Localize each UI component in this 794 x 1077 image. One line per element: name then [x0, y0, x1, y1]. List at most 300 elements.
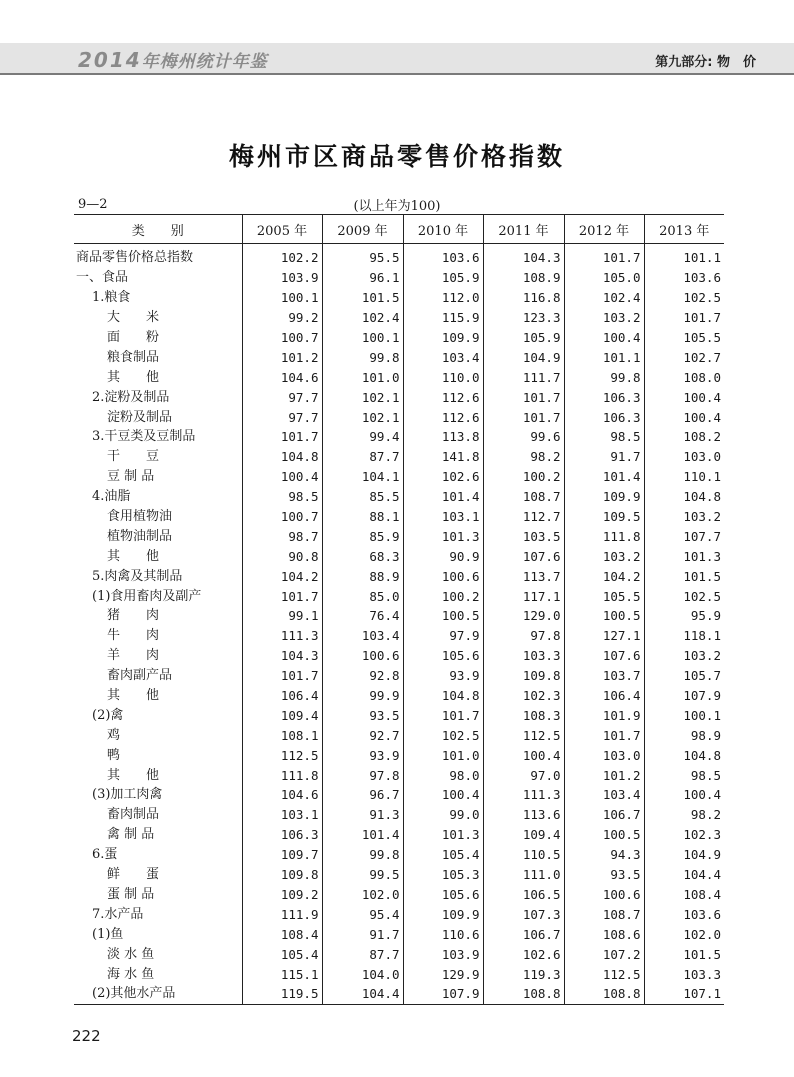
row-category-label: 6.蛋: [92, 847, 118, 863]
index-value-cell: 101.7: [564, 244, 644, 268]
row-category-label: 禽 制 品: [107, 827, 155, 843]
index-value-cell: 108.2: [644, 427, 724, 447]
index-value-cell: 105.5: [644, 328, 724, 348]
price-index-table: [74, 214, 724, 1005]
index-value-cell: 101.3: [644, 546, 724, 566]
row-category-label: 淀粉及制品: [107, 409, 173, 425]
index-value-cell: 87.7: [322, 447, 403, 467]
index-value-cell: 117.1: [483, 586, 564, 606]
index-value-cell: 111.3: [483, 785, 564, 805]
table-row: [74, 367, 724, 387]
index-value-cell: 107.9: [644, 686, 724, 706]
table-row: [74, 924, 724, 944]
index-value-cell: 103.2: [644, 507, 724, 527]
index-value-cell: 88.9: [322, 566, 403, 586]
index-value-cell: 105.6: [403, 885, 483, 905]
row-category-label: 一、食品: [76, 270, 129, 286]
index-value-cell: 119.3: [483, 964, 564, 984]
index-value-cell: 101.7: [242, 586, 322, 606]
index-value-cell: 97.9: [403, 626, 483, 646]
index-value-cell: 103.6: [644, 268, 724, 288]
index-value-cell: 100.6: [403, 566, 483, 586]
index-value-cell: 109.4: [242, 705, 322, 725]
index-value-cell: 102.5: [644, 288, 724, 308]
index-value-cell: 104.6: [242, 785, 322, 805]
index-value-cell: 96.7: [322, 785, 403, 805]
index-value-cell: 103.4: [403, 347, 483, 367]
index-value-cell: 103.4: [564, 785, 644, 805]
index-value-cell: 85.5: [322, 487, 403, 507]
index-value-cell: 113.6: [483, 805, 564, 825]
index-value-cell: 101.7: [242, 427, 322, 447]
index-value-cell: 101.7: [403, 705, 483, 725]
index-value-cell: 95.5: [322, 244, 403, 268]
yearbook-name: 年梅州统计年鉴: [141, 52, 268, 72]
index-value-cell: 93.9: [403, 666, 483, 686]
index-value-cell: 106.3: [564, 387, 644, 407]
table-row: [74, 387, 724, 407]
index-value-cell: 104.4: [322, 984, 403, 1004]
index-value-cell: 101.0: [322, 367, 403, 387]
table-row: [74, 765, 724, 785]
index-value-cell: 90.8: [242, 546, 322, 566]
index-value-cell: 100.7: [242, 328, 322, 348]
row-category-label: (2)禽: [92, 707, 124, 723]
index-value-cell: 109.8: [242, 865, 322, 885]
index-value-cell: 103.1: [242, 805, 322, 825]
row-category-label: 大 米: [107, 310, 160, 326]
table-row: [74, 546, 724, 566]
index-value-cell: 115.1: [242, 964, 322, 984]
index-value-cell: 111.9: [242, 904, 322, 924]
yearbook-year: 2014: [78, 48, 142, 72]
index-value-cell: 118.1: [644, 626, 724, 646]
index-value-cell: 101.5: [644, 944, 724, 964]
row-category-label: 鲜 蛋: [107, 867, 160, 883]
table-row: [74, 407, 724, 427]
index-value-cell: 101.2: [564, 765, 644, 785]
row-category-label: 其 他: [107, 688, 160, 704]
index-value-cell: 97.8: [322, 765, 403, 785]
index-value-cell: 90.9: [403, 546, 483, 566]
index-value-cell: 109.5: [564, 507, 644, 527]
index-value-cell: 109.4: [483, 825, 564, 845]
index-value-cell: 109.9: [564, 487, 644, 507]
index-value-cell: 101.7: [483, 387, 564, 407]
row-category-label: 鸡: [107, 727, 121, 743]
index-value-cell: 108.9: [483, 268, 564, 288]
index-value-cell: 99.8: [322, 845, 403, 865]
index-value-cell: 97.7: [242, 407, 322, 427]
index-value-cell: 101.4: [564, 467, 644, 487]
index-value-cell: 99.5: [322, 865, 403, 885]
column-header-year: 2013 年: [644, 215, 724, 244]
table-unit-note: (以上年为100): [353, 199, 441, 214]
index-value-cell: 104.2: [242, 566, 322, 586]
index-value-cell: 112.6: [403, 387, 483, 407]
index-value-cell: 100.1: [644, 705, 724, 725]
index-value-cell: 98.5: [644, 765, 724, 785]
index-value-cell: 97.7: [242, 387, 322, 407]
row-category-label: 其 他: [107, 369, 160, 385]
index-value-cell: 112.0: [403, 288, 483, 308]
index-value-cell: 108.7: [564, 904, 644, 924]
index-value-cell: 110.6: [403, 924, 483, 944]
index-value-cell: 109.2: [242, 885, 322, 905]
index-value-cell: 109.9: [403, 328, 483, 348]
index-value-cell: 101.1: [564, 347, 644, 367]
index-value-cell: 102.7: [644, 347, 724, 367]
row-category-label: 其 他: [107, 548, 160, 564]
index-value-cell: 100.2: [483, 467, 564, 487]
index-value-cell: 101.7: [483, 407, 564, 427]
index-value-cell: 102.5: [644, 586, 724, 606]
index-value-cell: 108.6: [564, 924, 644, 944]
row-category-label: 5.肉禽及其制品: [92, 568, 183, 584]
column-header-category: 类 别: [74, 215, 242, 244]
index-value-cell: 105.0: [564, 268, 644, 288]
index-value-cell: 105.4: [403, 845, 483, 865]
index-value-cell: 99.8: [564, 367, 644, 387]
index-value-cell: 103.9: [242, 268, 322, 288]
index-value-cell: 99.2: [242, 308, 322, 328]
index-value-cell: 105.6: [403, 646, 483, 666]
row-category-label: (1)食用畜肉及副产: [92, 588, 202, 604]
index-value-cell: 103.2: [564, 308, 644, 328]
index-value-cell: 104.3: [483, 244, 564, 268]
index-value-cell: 101.9: [564, 705, 644, 725]
index-value-cell: 102.0: [322, 885, 403, 905]
index-value-cell: 108.4: [242, 924, 322, 944]
table-body: [74, 244, 724, 1005]
index-value-cell: 93.5: [322, 705, 403, 725]
index-value-cell: 99.0: [403, 805, 483, 825]
row-category-label: 商品零售价格总指数: [76, 250, 194, 266]
row-category-label: 4.油脂: [92, 489, 131, 505]
index-value-cell: 98.0: [403, 765, 483, 785]
table-row: [74, 526, 724, 546]
row-category-label: 鸭: [107, 747, 121, 763]
index-value-cell: 108.8: [564, 984, 644, 1004]
table-row: [74, 606, 724, 626]
index-value-cell: 107.1: [644, 984, 724, 1004]
index-value-cell: 99.4: [322, 427, 403, 447]
row-category-label: 粮食制品: [107, 349, 160, 365]
index-value-cell: 97.0: [483, 765, 564, 785]
row-category-label: 干 豆: [107, 449, 160, 465]
index-value-cell: 100.4: [644, 407, 724, 427]
index-value-cell: 110.0: [403, 367, 483, 387]
index-value-cell: 98.5: [242, 487, 322, 507]
index-value-cell: 108.0: [644, 367, 724, 387]
page-title: 梅州市区商品零售价格指数: [228, 142, 565, 171]
column-header-year: 2009 年: [322, 215, 403, 244]
index-value-cell: 104.9: [644, 845, 724, 865]
header-rule: [0, 73, 794, 75]
table-row: [74, 328, 724, 348]
index-value-cell: 111.3: [242, 626, 322, 646]
table-row: [74, 944, 724, 964]
index-value-cell: 101.2: [242, 347, 322, 367]
table-row: [74, 467, 724, 487]
index-value-cell: 108.8: [483, 984, 564, 1004]
index-value-cell: 93.5: [564, 865, 644, 885]
index-value-cell: 127.1: [564, 626, 644, 646]
index-value-cell: 103.5: [483, 526, 564, 546]
row-category-label: 蛋 制 品: [107, 886, 155, 902]
index-value-cell: 105.5: [564, 586, 644, 606]
index-value-cell: 102.6: [483, 944, 564, 964]
index-value-cell: 108.4: [644, 885, 724, 905]
row-category-label: 畜肉制品: [107, 807, 160, 823]
index-value-cell: 101.5: [322, 288, 403, 308]
index-value-cell: 102.4: [564, 288, 644, 308]
index-value-cell: 101.7: [644, 308, 724, 328]
index-value-cell: 100.1: [322, 328, 403, 348]
table-row: [74, 626, 724, 646]
row-category-label: 其 他: [107, 767, 160, 783]
index-value-cell: 129.0: [483, 606, 564, 626]
index-value-cell: 107.6: [564, 646, 644, 666]
index-value-cell: 101.0: [403, 745, 483, 765]
index-value-cell: 99.9: [322, 686, 403, 706]
index-value-cell: 106.7: [483, 924, 564, 944]
row-category-label: 畜肉副产品: [107, 668, 173, 684]
index-value-cell: 116.8: [483, 288, 564, 308]
index-value-cell: 110.5: [483, 845, 564, 865]
index-value-cell: 102.2: [242, 244, 322, 268]
index-value-cell: 107.7: [644, 526, 724, 546]
index-value-cell: 100.4: [403, 785, 483, 805]
index-value-cell: 98.9: [644, 725, 724, 745]
column-header-year: 2010 年: [403, 215, 483, 244]
index-value-cell: 85.9: [322, 526, 403, 546]
index-value-cell: 103.1: [403, 507, 483, 527]
index-value-cell: 101.4: [403, 487, 483, 507]
index-value-cell: 110.1: [644, 467, 724, 487]
row-category-label: (1)鱼: [92, 926, 124, 942]
index-value-cell: 96.1: [322, 268, 403, 288]
table-header-row: [74, 215, 724, 244]
index-value-cell: 105.4: [242, 944, 322, 964]
index-value-cell: 93.9: [322, 745, 403, 765]
index-value-cell: 100.6: [322, 646, 403, 666]
index-value-cell: 109.7: [242, 845, 322, 865]
table-row: [74, 745, 724, 765]
index-value-cell: 102.1: [322, 407, 403, 427]
index-value-cell: 100.5: [403, 606, 483, 626]
table-row: [74, 288, 724, 308]
index-value-cell: 103.3: [644, 964, 724, 984]
index-value-cell: 106.4: [564, 686, 644, 706]
column-header-year: 2011 年: [483, 215, 564, 244]
index-value-cell: 104.4: [644, 865, 724, 885]
index-value-cell: 98.2: [644, 805, 724, 825]
index-value-cell: 100.7: [242, 507, 322, 527]
index-value-cell: 112.7: [483, 507, 564, 527]
index-value-cell: 104.3: [242, 646, 322, 666]
table-row: [74, 885, 724, 905]
index-value-cell: 104.8: [403, 686, 483, 706]
index-value-cell: 95.4: [322, 904, 403, 924]
index-value-cell: 97.8: [483, 626, 564, 646]
index-value-cell: 100.5: [564, 825, 644, 845]
index-value-cell: 103.6: [644, 904, 724, 924]
index-value-cell: 111.7: [483, 367, 564, 387]
index-value-cell: 100.1: [242, 288, 322, 308]
page-number: 222: [72, 1027, 101, 1045]
index-value-cell: 112.6: [403, 407, 483, 427]
index-value-cell: 107.9: [403, 984, 483, 1004]
index-value-cell: 91.7: [322, 924, 403, 944]
index-value-cell: 106.4: [242, 686, 322, 706]
index-value-cell: 92.7: [322, 725, 403, 745]
table-row: [74, 666, 724, 686]
index-value-cell: 103.4: [322, 626, 403, 646]
index-value-cell: 111.8: [564, 526, 644, 546]
index-value-cell: 103.6: [403, 244, 483, 268]
table-row: [74, 244, 724, 268]
index-value-cell: 111.0: [483, 865, 564, 885]
index-value-cell: 104.8: [644, 745, 724, 765]
index-value-cell: 88.1: [322, 507, 403, 527]
table-row: [74, 865, 724, 885]
row-category-label: 海 水 鱼: [107, 966, 155, 982]
table-row: [74, 686, 724, 706]
row-category-label: 7.水产品: [92, 906, 144, 922]
index-value-cell: 115.9: [403, 308, 483, 328]
row-category-label: 牛 肉: [107, 628, 160, 644]
index-value-cell: 101.3: [403, 825, 483, 845]
index-value-cell: 106.3: [564, 407, 644, 427]
table-row: [74, 308, 724, 328]
table-row: [74, 984, 724, 1004]
table-row: [74, 427, 724, 447]
index-value-cell: 113.7: [483, 566, 564, 586]
index-value-cell: 102.5: [403, 725, 483, 745]
index-value-cell: 103.2: [564, 546, 644, 566]
table-number: 9—2: [78, 197, 108, 212]
index-value-cell: 108.7: [483, 487, 564, 507]
index-value-cell: 98.2: [483, 447, 564, 467]
table-row: [74, 566, 724, 586]
section-label: 第九部分: 物 价: [655, 55, 756, 70]
index-value-cell: 108.3: [483, 705, 564, 725]
index-value-cell: 99.6: [483, 427, 564, 447]
column-header-year: 2005 年: [242, 215, 322, 244]
index-value-cell: 105.7: [644, 666, 724, 686]
index-value-cell: 104.6: [242, 367, 322, 387]
table-row: [74, 447, 724, 467]
index-value-cell: 76.4: [322, 606, 403, 626]
row-category-label: 植物油制品: [107, 528, 173, 544]
index-value-cell: 98.7: [242, 526, 322, 546]
row-category-label: 面 粉: [107, 330, 160, 345]
index-value-cell: 99.1: [242, 606, 322, 626]
yearbook-logo: [78, 47, 268, 72]
index-value-cell: 107.2: [564, 944, 644, 964]
index-value-cell: 103.0: [564, 745, 644, 765]
index-value-cell: 106.3: [242, 825, 322, 845]
index-value-cell: 102.4: [322, 308, 403, 328]
index-value-cell: 101.1: [644, 244, 724, 268]
index-value-cell: 91.7: [564, 447, 644, 467]
row-category-label: (3)加工肉禽: [92, 787, 163, 803]
index-value-cell: 103.9: [403, 944, 483, 964]
row-category-label: 3.干豆类及豆制品: [92, 429, 196, 445]
index-value-cell: 92.8: [322, 666, 403, 686]
index-value-cell: 102.0: [644, 924, 724, 944]
index-value-cell: 103.7: [564, 666, 644, 686]
index-value-cell: 98.5: [564, 427, 644, 447]
index-value-cell: 104.0: [322, 964, 403, 984]
page-header: [0, 0, 794, 75]
row-category-label: 2.淀粉及制品: [92, 389, 170, 405]
index-value-cell: 105.3: [403, 865, 483, 885]
table-row: [74, 487, 724, 507]
index-value-cell: 102.6: [403, 467, 483, 487]
table-row: [74, 904, 724, 924]
table-row: [74, 725, 724, 745]
index-value-cell: 123.3: [483, 308, 564, 328]
row-category-label: 1.粮食: [92, 290, 131, 306]
table-row: [74, 964, 724, 984]
index-value-cell: 104.8: [644, 487, 724, 507]
index-value-cell: 112.5: [242, 745, 322, 765]
index-value-cell: 101.4: [322, 825, 403, 845]
index-value-cell: 94.3: [564, 845, 644, 865]
table-row: [74, 845, 724, 865]
index-value-cell: 99.8: [322, 347, 403, 367]
table-row: [74, 586, 724, 606]
table-row: [74, 646, 724, 666]
index-value-cell: 87.7: [322, 944, 403, 964]
index-value-cell: 102.3: [644, 825, 724, 845]
index-value-cell: 119.5: [242, 984, 322, 1004]
index-value-cell: 95.9: [644, 606, 724, 626]
row-category-label: 猪 肉: [107, 608, 160, 624]
index-value-cell: 141.8: [403, 447, 483, 467]
row-category-label: 羊 肉: [107, 648, 160, 664]
index-value-cell: 100.4: [242, 467, 322, 487]
table-row: [74, 507, 724, 527]
index-value-cell: 111.8: [242, 765, 322, 785]
row-category-label: 淡 水 鱼: [107, 946, 155, 962]
index-value-cell: 103.3: [483, 646, 564, 666]
table-row: [74, 347, 724, 367]
index-value-cell: 107.6: [483, 546, 564, 566]
index-value-cell: 107.3: [483, 904, 564, 924]
index-value-cell: 101.7: [564, 725, 644, 745]
index-value-cell: 100.5: [564, 606, 644, 626]
table-row: [74, 785, 724, 805]
index-value-cell: 100.4: [483, 745, 564, 765]
index-value-cell: 101.5: [644, 566, 724, 586]
index-value-cell: 105.9: [483, 328, 564, 348]
index-value-cell: 91.3: [322, 805, 403, 825]
index-value-cell: 100.4: [644, 785, 724, 805]
index-value-cell: 112.5: [564, 964, 644, 984]
index-value-cell: 102.1: [322, 387, 403, 407]
index-value-cell: 103.0: [644, 447, 724, 467]
index-value-cell: 102.3: [483, 686, 564, 706]
index-value-cell: 112.5: [483, 725, 564, 745]
index-value-cell: 103.2: [644, 646, 724, 666]
table-row: [74, 825, 724, 845]
row-category-label: 豆 制 品: [107, 469, 155, 485]
table-row: [74, 705, 724, 725]
index-value-cell: 100.6: [564, 885, 644, 905]
